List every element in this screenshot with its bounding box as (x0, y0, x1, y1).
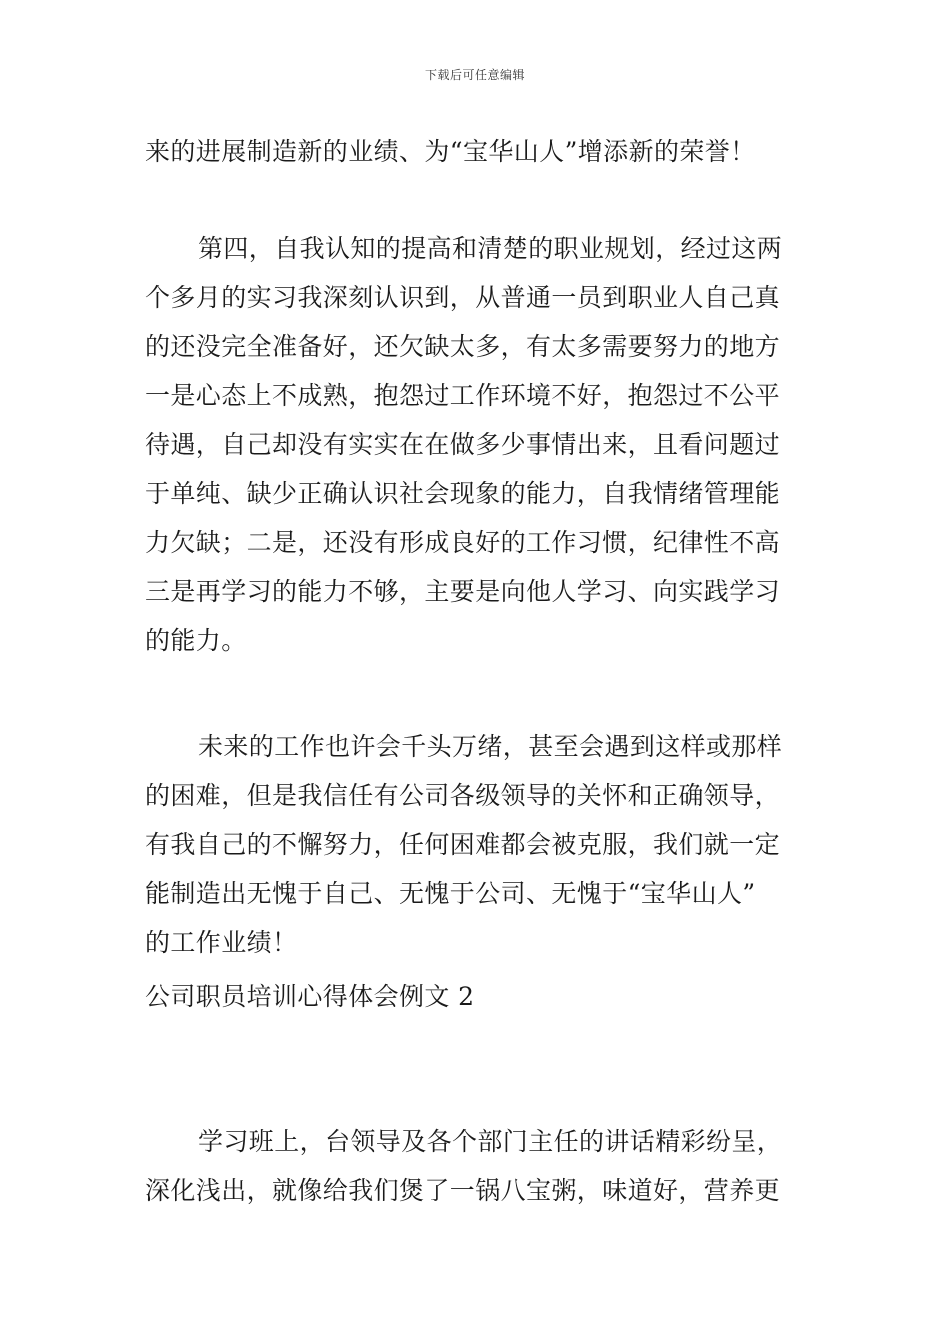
text-line: 的工作业绩！ (145, 928, 298, 957)
text-line: 的还没完全准备好，还欠缺太多，有太多需要努力的地方 (145, 332, 781, 361)
text-line: 来的进展制造新的业绩、为“宝华山人”增添新的荣誉！ (145, 137, 756, 166)
paragraph-first-line: 学习班上，台领导及各个部门主任的讲话精彩纷呈， (198, 1127, 783, 1156)
paragraph-first-line: 第四，自我认知的提高和清楚的职业规划，经过这两 (198, 234, 783, 263)
text-line: 三是再学习的能力不够，主要是向他人学习、向实践学习 (145, 577, 781, 606)
text-line: 个多月的实习我深刻认识到，从普通一员到职业人自己真 (145, 283, 781, 312)
page-header: 下载后可任意编辑 (424, 68, 525, 82)
paragraph-first-line: 未来的工作也许会千头万绪，甚至会遇到这样或那样 (198, 732, 783, 761)
text-line: 一是心态上不成熟，抱怨过工作环境不好，抱怨过不公平 (145, 381, 781, 410)
text-line: 的能力。 (145, 626, 247, 655)
text-line: 于单纯、缺少正确认识社会现象的能力，自我情绪管理能 (145, 479, 781, 508)
text-line: 力欠缺；二是，还没有形成良好的工作习惯，纪律性不高 (145, 528, 781, 557)
text-line: 有我自己的不懈努力，任何困难都会被克服，我们就一定 (145, 830, 781, 859)
text-line: 深化浅出，就像给我们煲了一锅八宝粥，味道好，营养更 (145, 1176, 781, 1205)
text-line: 能制造出无愧于自己、无愧于公司、无愧于“宝华山人” (145, 879, 756, 908)
section-heading: 公司职员培训心得体会例文 2 (145, 982, 475, 1011)
text-line: 待遇，自己却没有实实在在做多少事情出来，且看问题过 (145, 430, 781, 459)
text-line: 的困难，但是我信任有公司各级领导的关怀和正确领导， (145, 781, 781, 810)
